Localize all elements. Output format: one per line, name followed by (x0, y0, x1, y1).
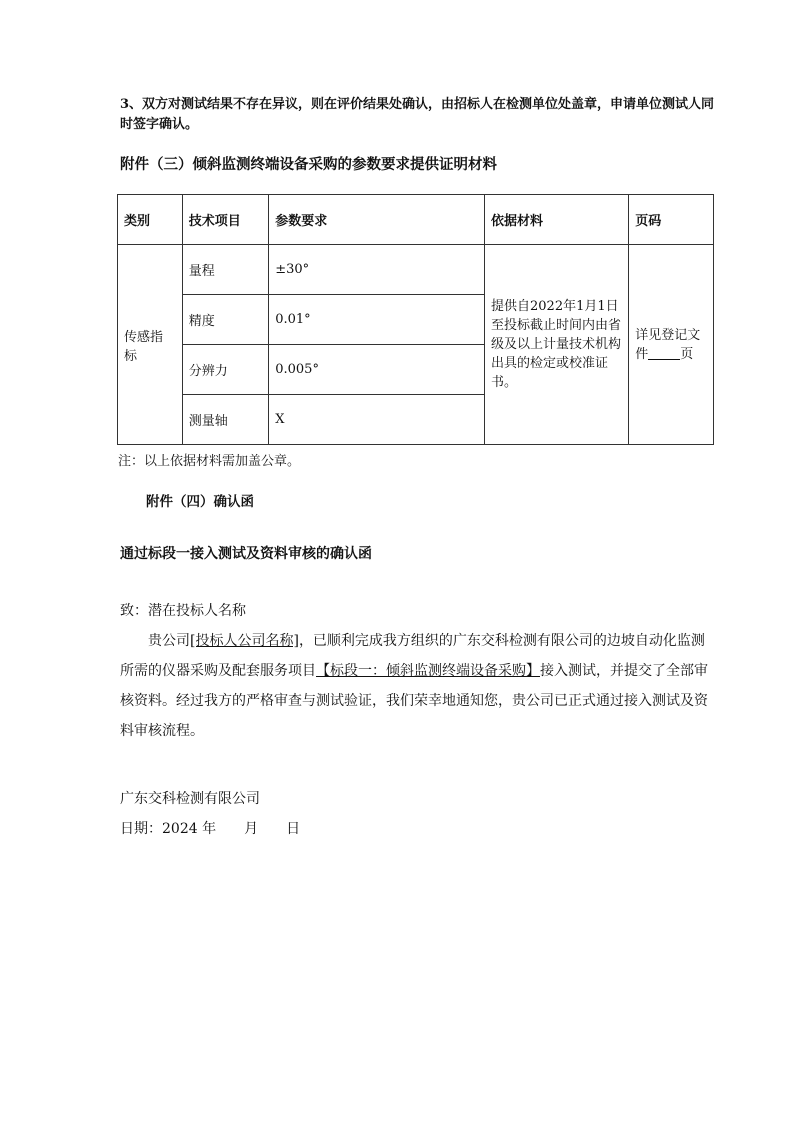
requirement-cell: ±30° (269, 245, 485, 295)
letter-title: 通过标段一接入测试及资料审核的确认函 (120, 546, 372, 562)
date-line: 日期：2024 年 月 日 (120, 821, 301, 837)
letter-body (120, 596, 716, 746)
signer-name: 广东交科检测有限公司 (120, 791, 260, 807)
category-cell: 传感指标 (118, 245, 183, 445)
item-cell: 测量轴 (182, 395, 269, 445)
body-pre: 贵公司 (148, 633, 190, 649)
basis-cell: 提供自2022年1月1日至投标截止时间内由省级及以上计量技术机构出具的检定或校准证书。 (485, 245, 629, 445)
body-mid: ，已顺利完成我方组织的广东交科检测有限公司的边坡自动化监测所需的仪器采购及配套服务项目 (120, 633, 705, 679)
table-row (118, 245, 714, 295)
salutation: 致：潜在投标人名称 (120, 603, 246, 619)
header-page: 页码 (629, 195, 714, 245)
requirement-cell: 0.005° (269, 345, 485, 395)
requirement-cell: X (269, 395, 485, 445)
spec-table (117, 194, 714, 445)
page-prefix: 详见登记文件 (635, 327, 701, 362)
table-header-row (118, 195, 714, 245)
header-item: 技术项目 (182, 195, 269, 245)
annex4-title: 附件（四）确认函 (146, 494, 254, 510)
body-post: 接入测试，并提交了全部审核资料。经过我方的严格审查与测试验证，我们荣幸地通知您，贵公司已正式通过接入测试及资料审核流程。 (120, 663, 708, 739)
project-name: 【标段一：倾斜监测终端设备采购】 (316, 663, 540, 679)
company-placeholder: [投标人公司名称] (190, 633, 299, 649)
table-note: 注：以上依据材料需加盖公章。 (118, 454, 301, 469)
header-basis: 依据材料 (485, 195, 629, 245)
annex3-title: 附件（三）倾斜监测终端设备采购的参数要求提供证明材料 (120, 156, 497, 173)
signature-block (120, 784, 300, 844)
item-cell: 分辨力 (182, 345, 269, 395)
item-cell: 量程 (182, 245, 269, 295)
page-suffix: 页 (680, 346, 694, 362)
requirement-cell: 0.01° (269, 295, 485, 345)
page-number-blank (648, 345, 680, 360)
header-category: 类别 (118, 195, 183, 245)
letter-paragraph (120, 626, 716, 746)
item-cell: 精度 (182, 295, 269, 345)
intro-note: 3、双方对测试结果不存在异议，则在评价结果处确认，由招标人在检测单位处盖章，申请单位测试人同时签字确认。 (120, 97, 715, 132)
header-requirement: 参数要求 (269, 195, 485, 245)
page-cell (629, 245, 714, 445)
